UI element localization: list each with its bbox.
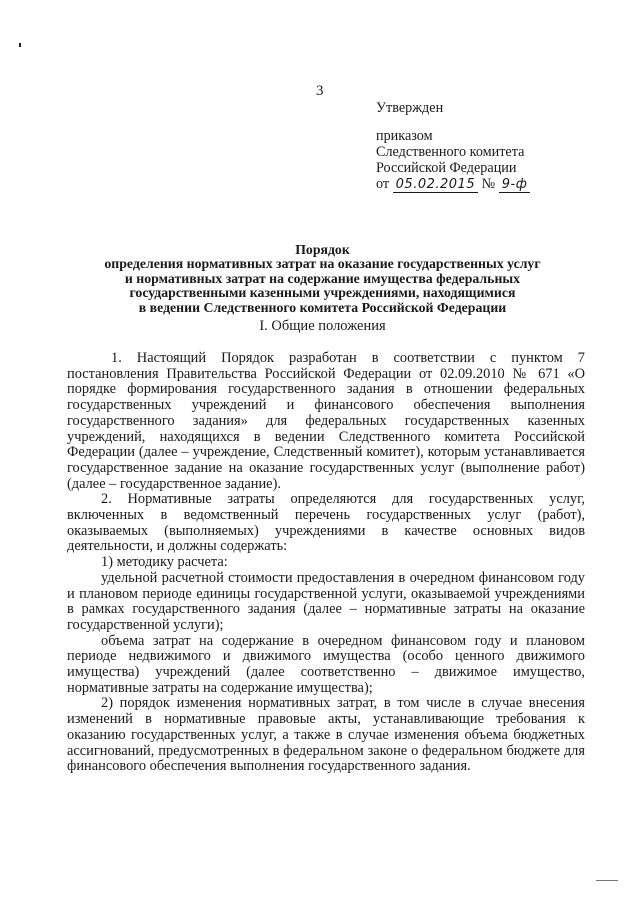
- approval-heading: Утвержден: [376, 100, 444, 116]
- title-line: государственными казенными учреждениями, находящимися: [129, 285, 516, 301]
- title-line: определения нормативных затрат на оказание государственных услуг: [104, 256, 541, 272]
- scan-speck: [19, 43, 21, 47]
- handwritten-order-number: 9-ф: [499, 178, 531, 193]
- paragraph: объема затрат на содержание в очередном финансовом году и плановом периоде недвижимого и движимого имущества (особо ценного движимого имущества) учреждений (далее соответственно – движимое имущество, нормативные затраты на содержание имущества);: [67, 632, 585, 696]
- title-line: Порядок: [295, 242, 350, 257]
- approval-block: [376, 100, 530, 193]
- handwritten-date: 05.02.2015: [393, 178, 478, 193]
- paragraph: удельной расчетной стоимости предоставления в очередном финансовом году и плановом периоде единицы государственной услуги, оказываемой учреждениями в рамках государственного задания (далее – нормативные затраты на оказание государственной услуги);: [67, 569, 585, 633]
- approval-line: Следственного комитета: [376, 144, 525, 160]
- number-sign: №: [481, 176, 496, 192]
- section-heading: I. Общие положения: [259, 318, 386, 334]
- paragraph: 2. Нормативные затраты определяются для государственных услуг, включенных в ведомственный перечень государственных услуг (работ), оказываемых (выполняемых) учреждениями в качестве основных видов деятельности, и должны содержать:: [67, 491, 585, 555]
- paragraph: 2) порядок изменения нормативных затрат, в том числе в случае внесения изменений в нормативные правовые акты, устанавливающие требования к оказанию государственных услуг, а также в случае изменения объема бюджетных ассигнований, предусмотренных в федеральном законе о федеральном бюджете для финансового обеспечения выполнения государственного задания.: [67, 695, 585, 775]
- approval-line: Российской Федерации: [376, 160, 517, 176]
- scan-mark: [596, 880, 618, 881]
- approval-line: приказом: [376, 128, 433, 144]
- document-title: [60, 243, 585, 315]
- paragraph: 1. Настоящий Порядок разработан в соответствии с пунктом 7 постановления Правительства Российской Федерации от 02.09.2010 № 671 «О порядке формирования государственного задания в отношении федеральных государственных учреждений и финансового обеспечения выполнения государственного задания» для федеральных государственных казенных учреждений, находящихся в ведении Следственного комитета Российской Федерации (далее – учреждение, Следственный комитет), которым устанавливается государственное задание на оказание государственных услуг (выполнение работ) (далее – государственное задание).: [67, 350, 585, 492]
- date-prefix: от: [376, 176, 390, 192]
- title-line: и нормативных затрат на содержание имущества федеральных: [124, 270, 521, 286]
- title-line: в ведении Следственного комитета Российской Федерации: [138, 299, 507, 315]
- approval-date-line: [376, 176, 530, 193]
- page-number: 3: [316, 83, 324, 99]
- paragraph: 1) методику расчета:: [101, 554, 228, 571]
- document-body: [67, 351, 585, 775]
